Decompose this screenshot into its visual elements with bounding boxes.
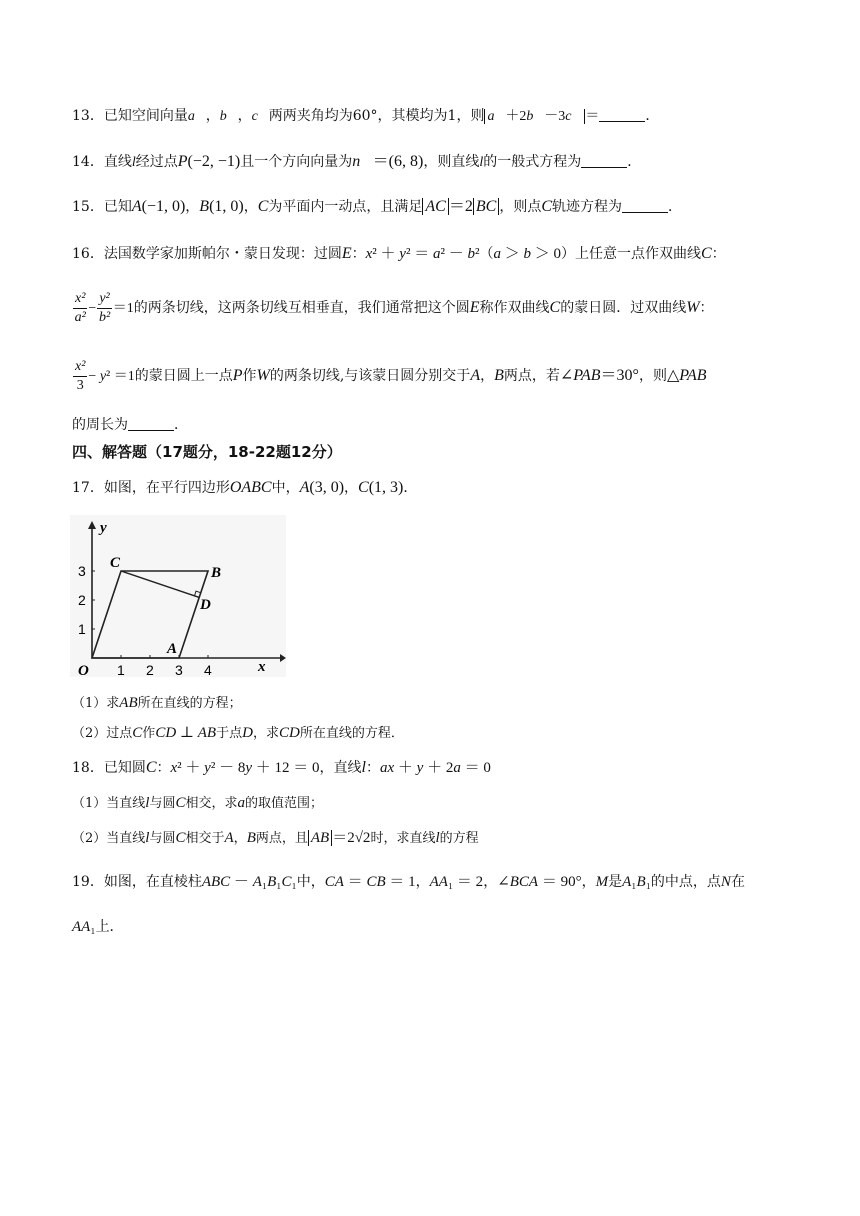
question-16-line3: $\frac{\text{x²}}{3}$ − y² ＝1的蒙日圆上一点P作W的两条切线,与该蒙日圆分别交于A，B两点，若∠PAB＝30°，则△PAB [75, 358, 707, 393]
question-17-stem: 17．如图，在平行四边形OABC中，A(3, 0)，C(1, 3)． [72, 479, 418, 496]
x-tick-2: 2 [146, 662, 154, 677]
point-c-label: C [110, 555, 121, 571]
question-17-part1: （1）求AB所在直线的方程； [72, 695, 242, 711]
y-axis-label: y [100, 520, 107, 536]
question-18-stem: 18．已知圆C：x² ＋ y² － 8y ＋ 12 ＝ 0，直线l：ax ＋ y ＋ 2a ＝ 0 [72, 759, 491, 776]
x-tick-3: 3 [175, 662, 183, 677]
question-18-part2: （2）当直线l与圆C相交于A，B两点，且 AB ＝2√2时，求直线l的方程 [72, 830, 479, 846]
question-19-line1: 19．如图，在直棱柱ABC － A₁B₁C₁中，CA ＝ CB ＝ 1，AA₁ ＝ 2，∠BCA ＝ 90°，M是A₁B₁的中点，点N在 [72, 874, 745, 890]
point-a-label: A [167, 641, 178, 657]
origin-label: O [78, 663, 89, 677]
parallelogram-figure [70, 515, 286, 677]
section-4-title: 四、解答题（17题分，18-22题12分） [72, 443, 342, 461]
x-tick-4: 4 [204, 662, 212, 677]
y-tick-3: 3 [78, 563, 86, 579]
question-13: 13．已知空间向量a⃗，b⃗，c⃗两两夹角均为60°，其模均为1，则 a⃗＋2b⃗－3c⃗ ＝ ． [72, 108, 660, 124]
segment-cd [121, 571, 199, 597]
point-b-label: B [211, 565, 222, 581]
question-14: 14．直线l经过点P(−2, −1)且一个方向向量为n⃗＝(6, 8)，则直线l的一般式方程为 ． [72, 153, 642, 170]
x-tick-1: 1 [117, 662, 125, 677]
coordinate-diagram [70, 515, 286, 677]
parallelogram-oabc [92, 571, 208, 658]
point-d-label: D [200, 597, 211, 613]
y-tick-1: 1 [78, 621, 86, 637]
question-16-line4: 的周长为 ． [72, 417, 188, 433]
y-axis-arrow [88, 521, 96, 529]
question-15: 15．已知A(−1, 0)，B(1, 0)，C为平面内一动点，且满足 AC ＝2 BC ，则点C轨迹方程为 ． [72, 198, 682, 215]
question-19-line2: AA₁上． [72, 919, 124, 935]
question-17-part2: （2）过点C作CD ⊥ AB于点D，求CD所在直线的方程． [72, 725, 404, 741]
question-18-part1: （1）当直线l与圆C相交，求a的取值范围； [72, 795, 324, 811]
x-axis-arrow [280, 654, 286, 662]
x-axis-label: x [258, 659, 266, 675]
question-16-line1: 16．法国数学家加斯帕尔・蒙日发现：过圆E：x² ＋ y² ＝ a² － b²（a ＞ b ＞ 0）上任意一点作双曲线C： [72, 245, 726, 262]
y-tick-2: 2 [78, 592, 86, 608]
question-16-line2: $\frac{\text{x²}}{\text{a²}}$ − $\frac{\text{y²}}{\text{b²}}$ ＝1的两条切线，这两条切线互相垂直，我们通常把这个圆E称作双曲线C的蒙日圆．过双曲线W： [74, 290, 714, 325]
